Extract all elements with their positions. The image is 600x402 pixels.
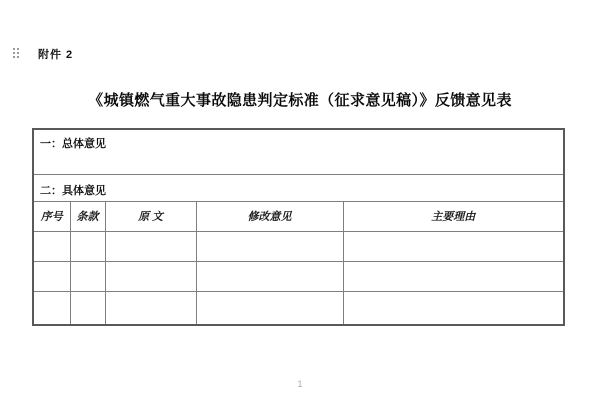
column-header-clause: 条款 xyxy=(70,201,105,231)
empty-cell[interactable] xyxy=(343,291,564,325)
empty-cell[interactable] xyxy=(70,261,105,291)
empty-cell[interactable] xyxy=(105,291,196,325)
section-specific-cell[interactable]: 二：具体意见 xyxy=(33,174,564,201)
empty-cell[interactable] xyxy=(70,231,105,261)
table-row xyxy=(33,231,564,261)
table-row xyxy=(33,129,564,174)
empty-cell[interactable] xyxy=(196,261,343,291)
table-row xyxy=(33,291,564,325)
column-header-seq: 序号 xyxy=(33,201,70,231)
column-header-revision: 修改意见 xyxy=(196,201,343,231)
empty-cell[interactable] xyxy=(105,231,196,261)
empty-cell[interactable] xyxy=(343,231,564,261)
section-overall-cell[interactable]: 一：总体意见 xyxy=(33,129,564,174)
empty-cell[interactable] xyxy=(33,291,70,325)
table-header-row xyxy=(33,201,564,231)
column-header-reason: 主要理由 xyxy=(343,201,564,231)
page-title: 《城镇燃气重大事故隐患判定标准（征求意见稿）》反馈意见表 xyxy=(88,92,512,109)
empty-cell[interactable] xyxy=(196,231,343,261)
empty-cell[interactable] xyxy=(196,291,343,325)
empty-cell[interactable] xyxy=(343,261,564,291)
drag-handle-icon[interactable] xyxy=(13,48,21,59)
table-row xyxy=(33,174,564,201)
empty-cell[interactable] xyxy=(105,261,196,291)
empty-cell[interactable] xyxy=(33,261,70,291)
empty-cell[interactable] xyxy=(70,291,105,325)
column-header-original: 原 文 xyxy=(105,201,196,231)
empty-cell[interactable] xyxy=(33,231,70,261)
page-number: 1 xyxy=(297,379,303,389)
table-row xyxy=(33,261,564,291)
attachment-label: 附件 2 xyxy=(38,49,74,61)
feedback-table xyxy=(32,128,565,326)
